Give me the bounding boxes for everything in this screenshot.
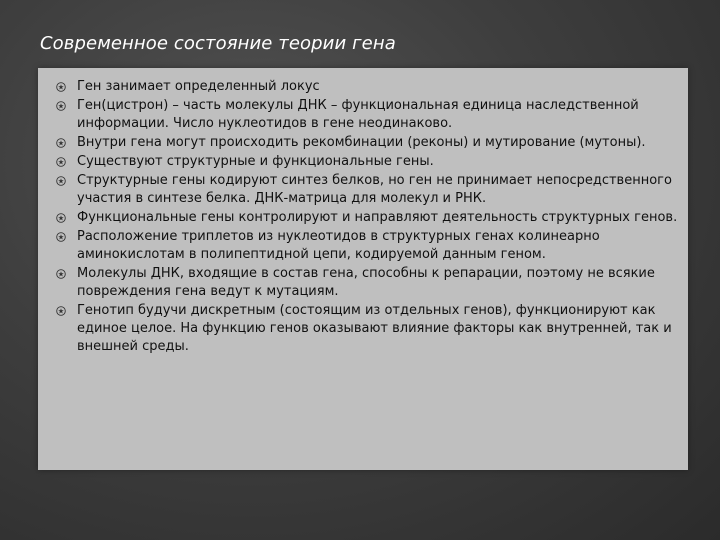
slide-title: Современное состояние теории гена — [40, 33, 396, 54]
bullet-text: Ген занимает определенный локус — [77, 79, 320, 94]
star-in-circle-icon — [56, 176, 66, 186]
star-in-circle-icon — [56, 232, 66, 242]
bullet-text: Расположение триплетов из нуклеотидов в структурных генах колинеарно аминокислотам в полипептидной цепи, кодируемой данным геном. — [77, 229, 600, 262]
content-panel — [38, 68, 688, 470]
star-in-circle-icon — [56, 213, 66, 223]
bullet-text: Ген(цистрон) – часть молекулы ДНК – функциональная единица наследственной информации. Число нуклеотидов в гене неодинаково. — [77, 98, 639, 131]
bullet-text: Молекулы ДНК, входящие в состав гена, способны к репарации, поэтому не всякие повреждения гена ведут к мутациям. — [77, 266, 655, 299]
star-in-circle-icon — [56, 157, 66, 167]
bullet-item — [38, 228, 688, 264]
bullet-text: Существуют структурные и функциональные гены. — [77, 154, 434, 169]
bullet-item — [38, 78, 688, 96]
bullet-text: Функциональные гены контролируют и направляют деятельность структурных генов. — [77, 210, 678, 225]
bullet-text: Структурные гены кодируют синтез белков, но ген не принимает непосредственного участия в синтезе белка. ДНК-матрица для молекул и РНК. — [77, 173, 672, 206]
bullet-list — [38, 78, 688, 357]
bullet-item — [38, 172, 688, 208]
star-in-circle-icon — [56, 101, 66, 111]
star-in-circle-icon — [56, 82, 66, 92]
bullet-item — [38, 97, 688, 133]
star-in-circle-icon — [56, 138, 66, 148]
bullet-item — [38, 209, 688, 227]
star-in-circle-icon — [56, 306, 66, 316]
bullet-item — [38, 134, 688, 152]
bullet-text: Внутри гена могут происходить рекомбинации (реконы) и мутирование (мутоны). — [77, 135, 646, 150]
bullet-item — [38, 265, 688, 301]
bullet-item — [38, 302, 688, 356]
bullet-item — [38, 153, 688, 171]
star-in-circle-icon — [56, 269, 66, 279]
bullet-text: Генотип будучи дискретным (состоящим из отдельных генов), функционируют как единое целое. На функцию генов оказывают влияние факторы как внутренней, так и внешней среды. — [77, 303, 672, 354]
